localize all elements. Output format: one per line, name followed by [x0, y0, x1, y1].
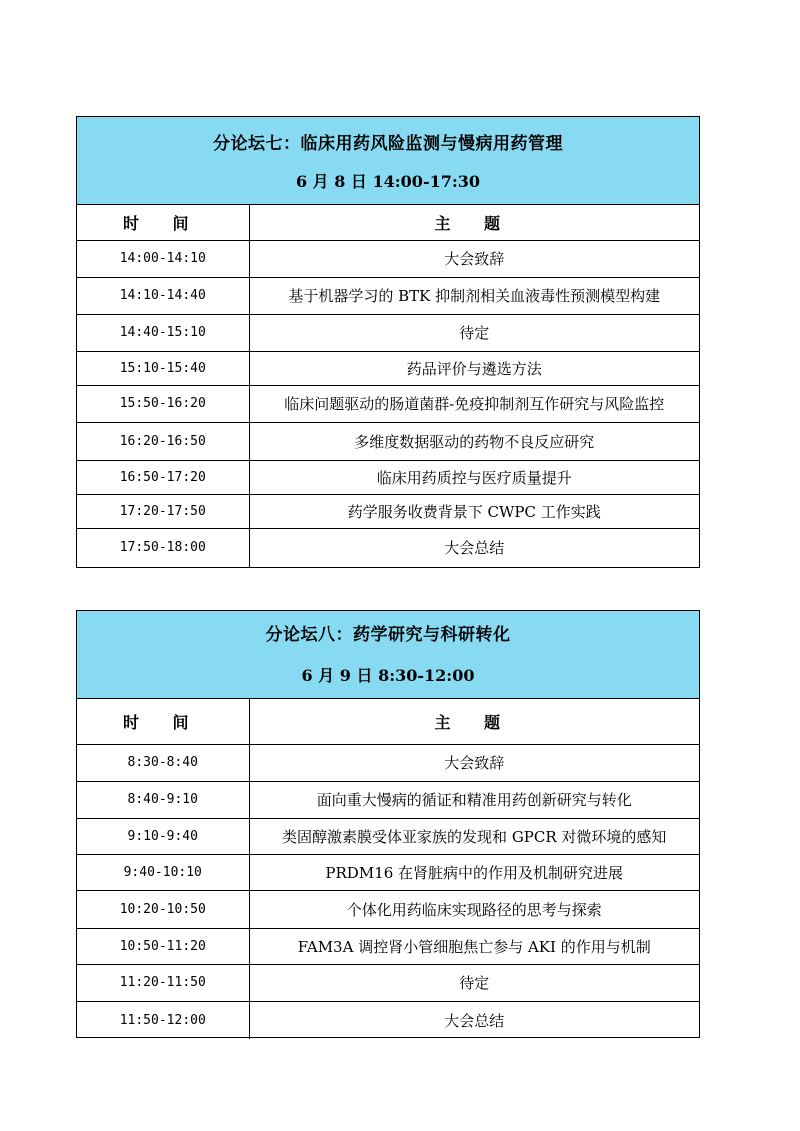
topic-cell: 个体化用药临床实现路径的思考与探索 [249, 890, 699, 928]
table-row [77, 528, 699, 567]
topic-column-header: 主 题 [249, 699, 699, 744]
topic-cell: PRDM16 在肾脏病中的作用及机制研究进展 [249, 854, 699, 890]
time-cell: 11:20-11:50 [77, 964, 249, 1001]
schedule-table [77, 205, 699, 567]
topic-cell: 临床用药质控与医疗质量提升 [249, 460, 699, 494]
time-cell: 8:40-9:10 [77, 781, 249, 818]
time-cell: 14:10-14:40 [77, 277, 249, 314]
topic-cell: 类固醇激素膜受体亚家族的发现和 GPCR 对微环境的感知 [249, 818, 699, 854]
time-cell: 14:00-14:10 [77, 240, 249, 277]
topic-cell: 临床问题驱动的肠道菌群-免疫抑制剂互作研究与风险监控 [249, 385, 699, 422]
topic-cell: 待定 [249, 964, 699, 1001]
time-cell: 9:10-9:40 [77, 818, 249, 854]
table-row [77, 277, 699, 314]
forum-eight-header [77, 611, 699, 699]
topic-cell: 面向重大慢病的循证和精准用药创新研究与转化 [249, 781, 699, 818]
topic-column-header: 主 题 [249, 205, 699, 240]
forum-eight-table [76, 610, 700, 1038]
topic-cell: 多维度数据驱动的药物不良反应研究 [249, 422, 699, 460]
topic-cell: 基于机器学习的 BTK 抑制剂相关血液毒性预测模型构建 [249, 277, 699, 314]
table-row [77, 854, 699, 890]
table-row [77, 385, 699, 422]
forum-title: 分论坛七：临床用药风险监测与慢病用药管理 [213, 134, 563, 154]
table-row [77, 744, 699, 781]
topic-cell: 药品评价与遴选方法 [249, 351, 699, 385]
schedule-table [77, 699, 699, 1039]
forum-seven-header [77, 117, 699, 205]
topic-cell: 大会致辞 [249, 744, 699, 781]
table-row [77, 964, 699, 1001]
forum-date: 6 月 8 日 14:00-17:30 [295, 172, 481, 191]
time-cell: 10:20-10:50 [77, 890, 249, 928]
table-row [77, 928, 699, 964]
table-row [77, 1001, 699, 1039]
time-cell: 15:10-15:40 [77, 351, 249, 385]
time-cell: 15:50-16:20 [77, 385, 249, 422]
forum-title: 分论坛八：药学研究与科研转化 [265, 625, 511, 645]
table-row [77, 781, 699, 818]
topic-cell: 药学服务收费背景下 CWPC 工作实践 [249, 494, 699, 528]
table-row [77, 460, 699, 494]
time-cell: 17:50-18:00 [77, 528, 249, 567]
table-row [77, 818, 699, 854]
time-cell: 14:40-15:10 [77, 314, 249, 351]
table-row [77, 422, 699, 460]
topic-cell: FAM3A 调控肾小管细胞焦亡参与 AKI 的作用与机制 [249, 928, 699, 964]
time-cell: 16:50-17:20 [77, 460, 249, 494]
topic-cell: 大会致辞 [249, 240, 699, 277]
time-column-header: 时 间 [77, 699, 249, 744]
table-row [77, 494, 699, 528]
time-cell: 10:50-11:20 [77, 928, 249, 964]
table-row [77, 314, 699, 351]
time-cell: 9:40-10:10 [77, 854, 249, 890]
topic-cell: 大会总结 [249, 528, 699, 567]
time-column-header: 时 间 [77, 205, 249, 240]
table-row [77, 240, 699, 277]
topic-cell: 大会总结 [249, 1001, 699, 1039]
forum-seven-table [76, 116, 700, 568]
table-row [77, 890, 699, 928]
time-cell: 11:50-12:00 [77, 1001, 249, 1039]
topic-cell: 待定 [249, 314, 699, 351]
table-row [77, 351, 699, 385]
forum-date: 6 月 9 日 8:30-12:00 [301, 666, 475, 685]
time-cell: 8:30-8:40 [77, 744, 249, 781]
time-cell: 16:20-16:50 [77, 422, 249, 460]
time-cell: 17:20-17:50 [77, 494, 249, 528]
